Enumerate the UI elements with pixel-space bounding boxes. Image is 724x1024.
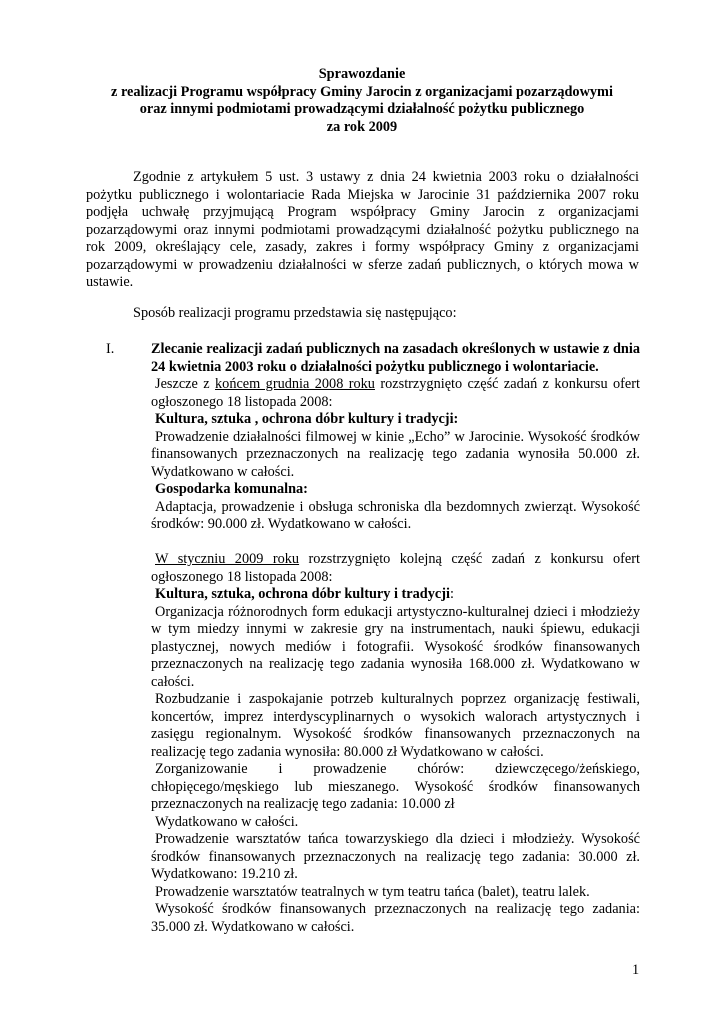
intro-paragraph: Zgodnie z artykułem 5 ust. 3 ustawy z dnia 24 kwietnia 2003 roku o działalności pożytku publicznego i wolontariacie Rada Miejska w Jarocinie 31 października 2007 roku podjęła uchwałę przyjmującą Program współpracy Gminy Jarocin z organizacjami pozarządowymi oraz innymi podmiotami prowadzącymi działalność pożytku publicznego na rok 2009, określający cele, zasady, zakres i formy współpracy Gminy z organizacjami pozarządowymi w prowadzeniu działalności w sferze zadań publicznych, o których mowa w ustawie. — [86, 169, 639, 290]
category-culture-2-colon: : — [449, 586, 454, 602]
section-heading: Zlecanie realizacji zadań publicznych na zasadach określonych w ustawie z dnia 24 kwietnia 2003 roku o działalności pożytku publicznego i wolontariacie. — [151, 341, 640, 375]
block-2-intro — [151, 551, 640, 586]
item-theatre-funding: Wysokość środków finansowanych przeznaczonych na realizację tego zadania: 35.000 zł. Wydatkowano w całości. — [151, 901, 640, 935]
section-numeral: I. — [106, 341, 115, 357]
category-culture-2-label: Kultura, sztuka, ochrona dóbr kultury i tradycji — [155, 586, 450, 602]
item-education: Organizacja różnorodnych form edukacji artystyczno-kulturalnej dzieci i młodzieży w tym miedzy innymi w zakresie gry na instrumentach, nauki śpiewu, edukacji plastycznej, nowych mediów i fotografii. Wysokość środków finansowanych przeznaczonych na realizację tego zadania wynosiła 168.000 zł. Wydatkowano w całości. — [151, 603, 640, 690]
title-line-3: oraz innymi podmiotami prowadzącymi działalność pożytku publicznego — [139, 101, 585, 117]
item-choirs-spent: Wydatkowano w całości. — [155, 813, 299, 830]
report-title — [60, 66, 664, 136]
page-number: 1 — [632, 962, 640, 978]
block-1-date: końcem grudnia 2008 roku — [215, 376, 375, 392]
category-culture-1: Kultura, sztuka , ochrona dóbr kultury i tradycji: — [155, 411, 459, 427]
block-2-date: W styczniu 2009 roku — [155, 551, 300, 567]
item-dance: Prowadzenie warsztatów tańca towarzyskiego dla dzieci i młodzieży. Wysokość środków finansowanych przeznaczonych na realizację tego zadania: 30.000 zł. Wydatkowano: 19.210 zł. — [151, 831, 640, 882]
title-line-1: Sprawozdanie — [318, 66, 406, 82]
section-body — [151, 341, 640, 936]
lead-paragraph: Sposób realizacji programu przedstawia się następująco: — [133, 305, 457, 321]
title-line-4: za rok 2009 — [326, 118, 398, 135]
spacer — [151, 534, 640, 552]
category-culture-2 — [151, 586, 640, 604]
item-festivals: Rozbudzanie i zaspokajanie potrzeb kulturalnych poprzez organizację festiwali, koncertów, imprez interdyscyplinarnych o wysokich walorach artystycznych i zasięgu regionalnym. Wysokość środków finansowanych przeznaczonych na realizację tego zadania wynosiła: 80.000 zł Wydatkowano w całości. — [151, 691, 640, 760]
block-2-post: rozstrzygnięto kolejną część zadań z konkursu ofert ogłoszonego 18 listopada 2008: — [151, 551, 641, 585]
item-cinema: Prowadzenie działalności filmowej w kinie „Echo” w Jarocinie. Wysokość środków finansowanych przeznaczonych na realizację tego zadania wynosiła 50.000 zł. Wydatkowano w całości. — [151, 428, 640, 480]
block-1-intro — [151, 376, 640, 411]
item-theatre: Prowadzenie warsztatów teatralnych w tym teatru tańca (balet), teatru lalek. — [155, 883, 590, 900]
item-choirs: Zorganizowanie i prowadzenie chórów: dziewczęcego/żeńskiego, chłopięcego/męskiego lub mieszanego. Wysokość środków finansowanych przeznaczonych na realizację tego zadania: 10.000 zł — [151, 761, 640, 812]
block-1-pre: Jeszcze z — [155, 376, 216, 392]
item-shelter: Adaptacja, prowadzenie i obsługa schroniska dla bezdomnych zwierząt. Wysokość środków: 90.000 zł. Wydatkowano w całości. — [151, 498, 640, 532]
block-1-post: rozstrzygnięto część zadań z konkursu ofert ogłoszonego 18 listopada 2008: — [151, 376, 641, 410]
title-line-2: z realizacji Programu współpracy Gminy Jarocin z organizacjami pozarządowymi — [111, 83, 613, 100]
category-communal: Gospodarka komunalna: — [155, 481, 308, 497]
